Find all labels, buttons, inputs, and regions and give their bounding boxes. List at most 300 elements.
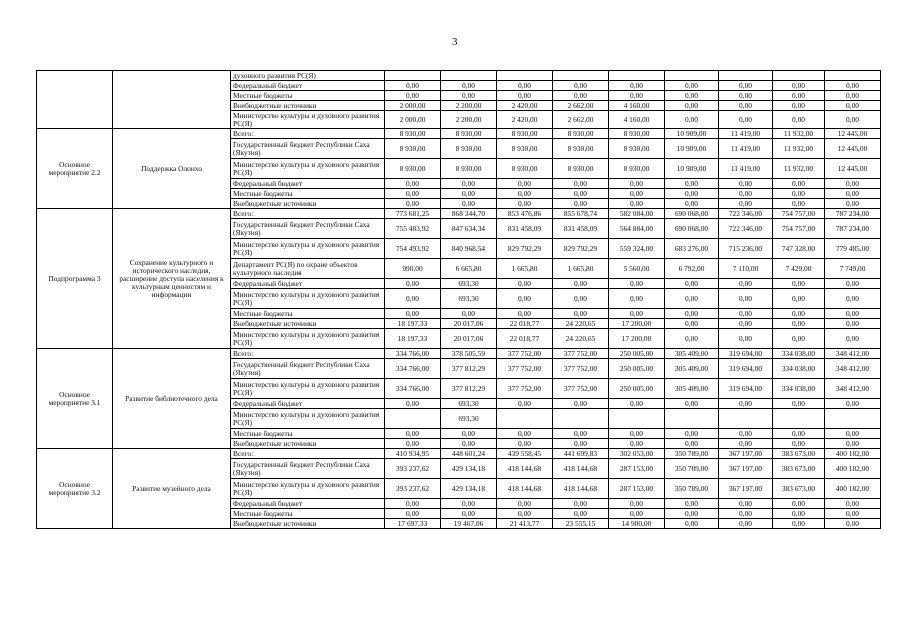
amount-cell: 11 932,00 [773,159,825,179]
amount-cell: 441 699,83 [553,449,609,459]
amount-cell: 377 812,29 [441,359,497,379]
funding-source-cell: Всего: [231,449,385,459]
amount-cell: 0,00 [665,81,719,91]
measure-level-cell: Основное мероприятие 3.2 [37,449,113,529]
funding-source-cell: Федеральный бюджет [231,499,385,509]
amount-cell: 840 968,54 [441,239,497,259]
amount-cell: 0,00 [497,499,553,509]
amount-cell: 348 412,00 [825,379,881,399]
amount-cell: 400 182,00 [825,479,881,499]
amount-cell: 0,00 [441,91,497,101]
amount-cell: 7 749,00 [825,259,881,279]
amount-cell: 0,00 [385,499,441,509]
amount-cell: 0,00 [497,509,553,519]
amount-cell: 779 485,00 [825,239,881,259]
amount-cell: 350 789,00 [665,449,719,459]
amount-cell: 754 757,00 [773,209,825,219]
amount-cell: 8 930,00 [441,159,497,179]
amount-cell: 410 934,95 [385,449,441,459]
amount-cell: 334 766,00 [385,379,441,399]
amount-cell: 0,00 [719,189,773,199]
amount-cell: 0,00 [773,111,825,129]
amount-cell: 334 038,00 [773,359,825,379]
amount-cell: 0,00 [719,199,773,209]
amount-cell: 11 932,00 [773,139,825,159]
amount-cell: 377 812,29 [441,379,497,399]
amount-cell: 10 909,00 [665,159,719,179]
amount-cell: 2 420,00 [497,101,553,111]
amount-cell: 383 673,00 [773,449,825,459]
funding-source-cell: Министерство культуры и духовного развития РС(Я) [231,111,385,129]
amount-cell: 14 900,00 [609,519,665,529]
amount-cell: 0,00 [825,81,881,91]
amount-cell: 0,00 [553,399,609,409]
amount-cell: 24 220,65 [553,329,609,349]
amount-cell: 0,00 [609,289,665,309]
measure-name-cell: Развитие музейного дела [113,449,231,529]
amount-cell: 0,00 [553,429,609,439]
amount-cell: 7 110,00 [719,259,773,279]
amount-cell: 18 197,33 [385,319,441,329]
amount-cell: 8 930,00 [609,159,665,179]
amount-cell: 0,00 [553,199,609,209]
funding-source-cell: Внебюджетные источники [231,319,385,329]
amount-cell: 319 694,00 [719,379,773,399]
amount-cell: 8 930,00 [385,139,441,159]
amount-cell: 8 930,00 [553,139,609,159]
amount-cell: 0,00 [773,519,825,529]
funding-source-cell: Государственный бюджет Республики Саха (Якутия) [231,459,385,479]
amount-cell: 559 324,00 [609,239,665,259]
amount-cell: 0,00 [773,189,825,199]
amount-cell: 8 930,00 [553,159,609,179]
amount-cell: 393 237,62 [385,459,441,479]
funding-source-cell: духовного развития РС(Я) [231,71,385,81]
amount-cell: 0,00 [719,81,773,91]
amount-cell: 0,00 [773,509,825,519]
measure-name-cell [113,71,231,129]
measure-level-cell: Основное мероприятие 3.1 [37,349,113,449]
amount-cell: 0,00 [825,319,881,329]
amount-cell: 715 236,00 [719,239,773,259]
amount-cell: 693,30 [441,289,497,309]
amount-cell: 683 276,00 [665,239,719,259]
amount-cell: 250 005,00 [609,379,665,399]
table-row [37,449,881,459]
funding-source-cell: Министерство культуры и духовного развития РС(Я) [231,479,385,499]
amount-cell: 400 182,00 [825,449,881,459]
amount-cell: 0,00 [665,499,719,509]
amount-cell: 448 601,24 [441,449,497,459]
amount-cell: 0,00 [665,289,719,309]
amount-cell: 582 084,00 [609,209,665,219]
amount-cell: 0,00 [773,429,825,439]
amount-cell: 0,00 [665,509,719,519]
table-row [37,209,881,219]
amount-cell: 1 665,80 [497,259,553,279]
amount-cell: 0,00 [665,329,719,349]
amount-cell: 0,00 [609,439,665,449]
funding-source-cell: Департамент РС(Я) по охране объектов культурного наследия [231,259,385,279]
amount-cell: 305 409,00 [665,349,719,359]
funding-source-cell: Государственный бюджет Республики Саха (Якутия) [231,139,385,159]
amount-cell: 747 328,00 [773,239,825,259]
amount-cell: 690 068,00 [665,219,719,239]
funding-source-cell: Всего: [231,349,385,359]
amount-cell: 0,00 [553,439,609,449]
funding-source-cell: Министерство культуры и духовного развития РС(Я) [231,379,385,399]
amount-cell: 0,00 [825,439,881,449]
amount-cell: 0,00 [441,309,497,319]
amount-cell: 0,00 [497,439,553,449]
funding-source-cell: Министерство культуры и духовного развития РС(Я) [231,329,385,349]
amount-cell: 0,00 [441,499,497,509]
amount-cell [553,409,609,429]
amount-cell: 0,00 [773,179,825,189]
amount-cell: 0,00 [773,199,825,209]
amount-cell: 348 412,00 [825,359,881,379]
amount-cell: 0,00 [665,189,719,199]
amount-cell: 0,00 [497,399,553,409]
amount-cell: 0,00 [719,309,773,319]
amount-cell: 693,30 [441,399,497,409]
funding-source-cell: Местные бюджеты [231,189,385,199]
amount-cell: 0,00 [719,399,773,409]
amount-cell: 0,00 [497,81,553,91]
amount-cell: 11 419,00 [719,159,773,179]
amount-cell: 0,00 [497,279,553,289]
amount-cell: 0,00 [719,91,773,101]
amount-cell: 0,00 [553,499,609,509]
amount-cell: 0,00 [825,499,881,509]
amount-cell: 0,00 [665,439,719,449]
amount-cell [441,71,497,81]
amount-cell: 8 930,00 [609,129,665,139]
amount-cell: 8 930,00 [441,139,497,159]
amount-cell: 0,00 [441,189,497,199]
amount-cell: 0,00 [609,309,665,319]
amount-cell: 0,00 [719,519,773,529]
amount-cell: 0,00 [609,399,665,409]
amount-cell [773,71,825,81]
amount-cell: 0,00 [719,111,773,129]
amount-cell: 754 757,00 [773,219,825,239]
amount-cell: 0,00 [553,189,609,199]
amount-cell: 377 752,00 [553,359,609,379]
amount-cell: 11 419,00 [719,129,773,139]
amount-cell: 0,00 [609,189,665,199]
funding-source-cell: Всего: [231,209,385,219]
amount-cell: 0,00 [385,399,441,409]
amount-cell [665,71,719,81]
measure-name-cell: Сохранение культурного и исторического наследия, расширение доступа населения к культурным ценностям и информации [113,209,231,349]
amount-cell: 0,00 [825,429,881,439]
funding-source-cell: Министерство культуры и духовного развития РС(Я) [231,289,385,309]
amount-cell: 0,00 [773,81,825,91]
amount-cell: 990,00 [385,259,441,279]
measure-name-cell: Поддержка Олонхо [113,129,231,209]
amount-cell: 418 144,68 [553,479,609,499]
amount-cell: 0,00 [609,91,665,101]
amount-cell: 2 000,00 [385,111,441,129]
amount-cell: 10 909,00 [665,139,719,159]
amount-cell: 0,00 [385,309,441,319]
amount-cell: 0,00 [609,199,665,209]
amount-cell: 4 160,00 [609,111,665,129]
amount-cell: 18 197,33 [385,329,441,349]
amount-cell: 0,00 [553,91,609,101]
amount-cell: 2 200,00 [441,111,497,129]
amount-cell: 378 505,59 [441,349,497,359]
amount-cell: 305 409,00 [665,379,719,399]
amount-cell: 393 237,62 [385,479,441,499]
amount-cell: 319 694,00 [719,359,773,379]
amount-cell: 8 930,00 [609,139,665,159]
amount-cell: 6 665,80 [441,259,497,279]
amount-cell: 418 144,68 [553,459,609,479]
amount-cell: 0,00 [825,509,881,519]
amount-cell: 868 344,70 [441,209,497,219]
measure-level-cell [37,71,113,129]
amount-cell: 0,00 [825,189,881,199]
amount-cell [385,71,441,81]
amount-cell: 0,00 [385,509,441,519]
amount-cell: 0,00 [609,81,665,91]
amount-cell: 564 884,00 [609,219,665,239]
amount-cell: 2 420,00 [497,111,553,129]
amount-cell: 2 200,00 [441,101,497,111]
amount-cell: 0,00 [609,279,665,289]
amount-cell: 0,00 [719,289,773,309]
amount-cell: 829 792,29 [553,239,609,259]
amount-cell: 0,00 [441,199,497,209]
amount-cell: 0,00 [553,279,609,289]
amount-cell: 400 182,00 [825,459,881,479]
amount-cell: 0,00 [665,309,719,319]
amount-cell: 0,00 [773,91,825,101]
amount-cell: 302 053,00 [609,449,665,459]
amount-cell: 0,00 [719,279,773,289]
amount-cell: 0,00 [825,91,881,101]
amount-cell: 693,30 [441,409,497,429]
amount-cell: 0,00 [825,309,881,319]
funding-source-cell: Местные бюджеты [231,429,385,439]
amount-cell: 0,00 [665,319,719,329]
amount-cell: 350 789,00 [665,479,719,499]
amount-cell: 377 752,00 [553,379,609,399]
amount-cell: 334 038,00 [773,349,825,359]
amount-cell: 5 560,00 [609,259,665,279]
amount-cell: 367 197,00 [719,449,773,459]
amount-cell: 0,00 [497,309,553,319]
amount-cell: 348 412,00 [825,349,881,359]
amount-cell: 8 930,00 [497,139,553,159]
amount-cell: 0,00 [553,179,609,189]
amount-cell: 8 930,00 [385,159,441,179]
amount-cell: 23 555,15 [553,519,609,529]
amount-cell: 8 930,00 [497,129,553,139]
amount-cell: 0,00 [553,289,609,309]
amount-cell: 0,00 [385,179,441,189]
funding-source-cell: Федеральный бюджет [231,81,385,91]
amount-cell: 19 467,06 [441,519,497,529]
amount-cell: 693,30 [441,279,497,289]
amount-cell: 0,00 [553,509,609,519]
amount-cell: 0,00 [665,101,719,111]
amount-cell: 429 134,18 [441,459,497,479]
amount-cell: 0,00 [773,279,825,289]
amount-cell: 0,00 [773,329,825,349]
amount-cell: 0,00 [609,499,665,509]
amount-cell: 0,00 [825,519,881,529]
amount-cell: 0,00 [441,81,497,91]
amount-cell: 12 445,00 [825,159,881,179]
amount-cell: 8 930,00 [385,129,441,139]
amount-cell [497,409,553,429]
amount-cell: 0,00 [385,279,441,289]
funding-source-cell: Внебюджетные источники [231,519,385,529]
amount-cell: 0,00 [441,509,497,519]
amount-cell: 287 153,00 [609,459,665,479]
page-number: 3 [452,36,458,48]
amount-cell: 787 234,00 [825,219,881,239]
funding-source-cell: Федеральный бюджет [231,399,385,409]
amount-cell: 0,00 [385,289,441,309]
amount-cell: 383 673,00 [773,479,825,499]
amount-cell: 0,00 [497,289,553,309]
amount-cell: 17 200,00 [609,329,665,349]
measure-level-cell: Подпрограмма 3 [37,209,113,349]
amount-cell: 2 662,00 [553,111,609,129]
amount-cell [825,409,881,429]
table-row [37,71,881,81]
amount-cell: 1 665,80 [553,259,609,279]
amount-cell: 0,00 [385,189,441,199]
amount-cell: 377 752,00 [553,349,609,359]
amount-cell: 2 000,00 [385,101,441,111]
amount-cell: 0,00 [825,101,881,111]
amount-cell: 367 197,00 [719,479,773,499]
amount-cell: 7 429,00 [773,259,825,279]
amount-cell [719,409,773,429]
amount-cell: 250 005,00 [609,349,665,359]
amount-cell [665,409,719,429]
amount-cell: 250 005,00 [609,359,665,379]
amount-cell: 17 200,00 [609,319,665,329]
amount-cell: 0,00 [497,91,553,101]
funding-source-cell: Местные бюджеты [231,509,385,519]
amount-cell: 0,00 [825,199,881,209]
amount-cell: 0,00 [441,439,497,449]
amount-cell [609,409,665,429]
amount-cell: 0,00 [609,429,665,439]
amount-cell: 0,00 [497,189,553,199]
amount-cell: 0,00 [719,429,773,439]
amount-cell: 0,00 [385,199,441,209]
budget-table [36,70,881,529]
amount-cell: 17 697,33 [385,519,441,529]
funding-source-cell: Внебюджетные источники [231,439,385,449]
amount-cell: 0,00 [385,439,441,449]
amount-cell: 855 678,74 [553,209,609,219]
amount-cell: 0,00 [719,509,773,519]
funding-source-cell: Всего: [231,129,385,139]
funding-source-cell: Министерство культуры и духовного развития РС(Я) [231,409,385,429]
amount-cell: 439 558,45 [497,449,553,459]
amount-cell: 0,00 [773,309,825,319]
amount-cell: 12 445,00 [825,139,881,159]
amount-cell: 0,00 [665,199,719,209]
amount-cell: 287 153,00 [609,479,665,499]
table-row [37,349,881,359]
amount-cell: 6 792,00 [665,259,719,279]
amount-cell: 0,00 [441,179,497,189]
amount-cell: 0,00 [773,319,825,329]
amount-cell: 0,00 [825,279,881,289]
amount-cell: 10 909,00 [665,129,719,139]
amount-cell: 8 930,00 [497,159,553,179]
amount-cell: 2 662,00 [553,101,609,111]
amount-cell: 773 681,25 [385,209,441,219]
amount-cell: 0,00 [665,91,719,101]
amount-cell: 0,00 [825,289,881,309]
amount-cell: 0,00 [773,101,825,111]
amount-cell [497,71,553,81]
amount-cell: 853 476,86 [497,209,553,219]
amount-cell [553,71,609,81]
amount-cell: 0,00 [773,439,825,449]
measure-level-cell: Основное мероприятие 2.2 [37,129,113,209]
amount-cell: 0,00 [665,429,719,439]
amount-cell: 0,00 [385,91,441,101]
funding-source-cell: Государственный бюджет Республики Саха (Якутия) [231,219,385,239]
amount-cell: 0,00 [773,499,825,509]
amount-cell: 0,00 [385,81,441,91]
amount-cell: 0,00 [773,289,825,309]
amount-cell: 0,00 [719,329,773,349]
amount-cell: 690 068,00 [665,209,719,219]
amount-cell: 722 346,00 [719,209,773,219]
amount-cell: 0,00 [385,429,441,439]
funding-source-cell: Государственный бюджет Республики Саха (Якутия) [231,359,385,379]
funding-source-cell: Внебюджетные источники [231,199,385,209]
amount-cell: 831 458,09 [497,219,553,239]
amount-cell: 8 930,00 [441,129,497,139]
amount-cell: 787 234,00 [825,209,881,219]
amount-cell: 0,00 [441,429,497,439]
amount-cell: 305 409,00 [665,359,719,379]
amount-cell [385,409,441,429]
amount-cell: 22 018,77 [497,319,553,329]
funding-source-cell: Местные бюджеты [231,309,385,319]
amount-cell: 0,00 [719,319,773,329]
amount-cell: 334 038,00 [773,379,825,399]
amount-cell: 722 346,00 [719,219,773,239]
funding-source-cell: Федеральный бюджет [231,179,385,189]
amount-cell: 754 493,92 [385,239,441,259]
amount-cell: 0,00 [665,519,719,529]
amount-cell: 0,00 [553,309,609,319]
amount-cell: 429 134,18 [441,479,497,499]
amount-cell: 0,00 [719,499,773,509]
amount-cell: 24 220,65 [553,319,609,329]
measure-name-cell: Развитие библиотечного дела [113,349,231,449]
amount-cell: 319 694,00 [719,349,773,359]
amount-cell: 0,00 [825,111,881,129]
amount-cell: 0,00 [609,179,665,189]
amount-cell: 20 017,06 [441,319,497,329]
amount-cell: 0,00 [665,111,719,129]
